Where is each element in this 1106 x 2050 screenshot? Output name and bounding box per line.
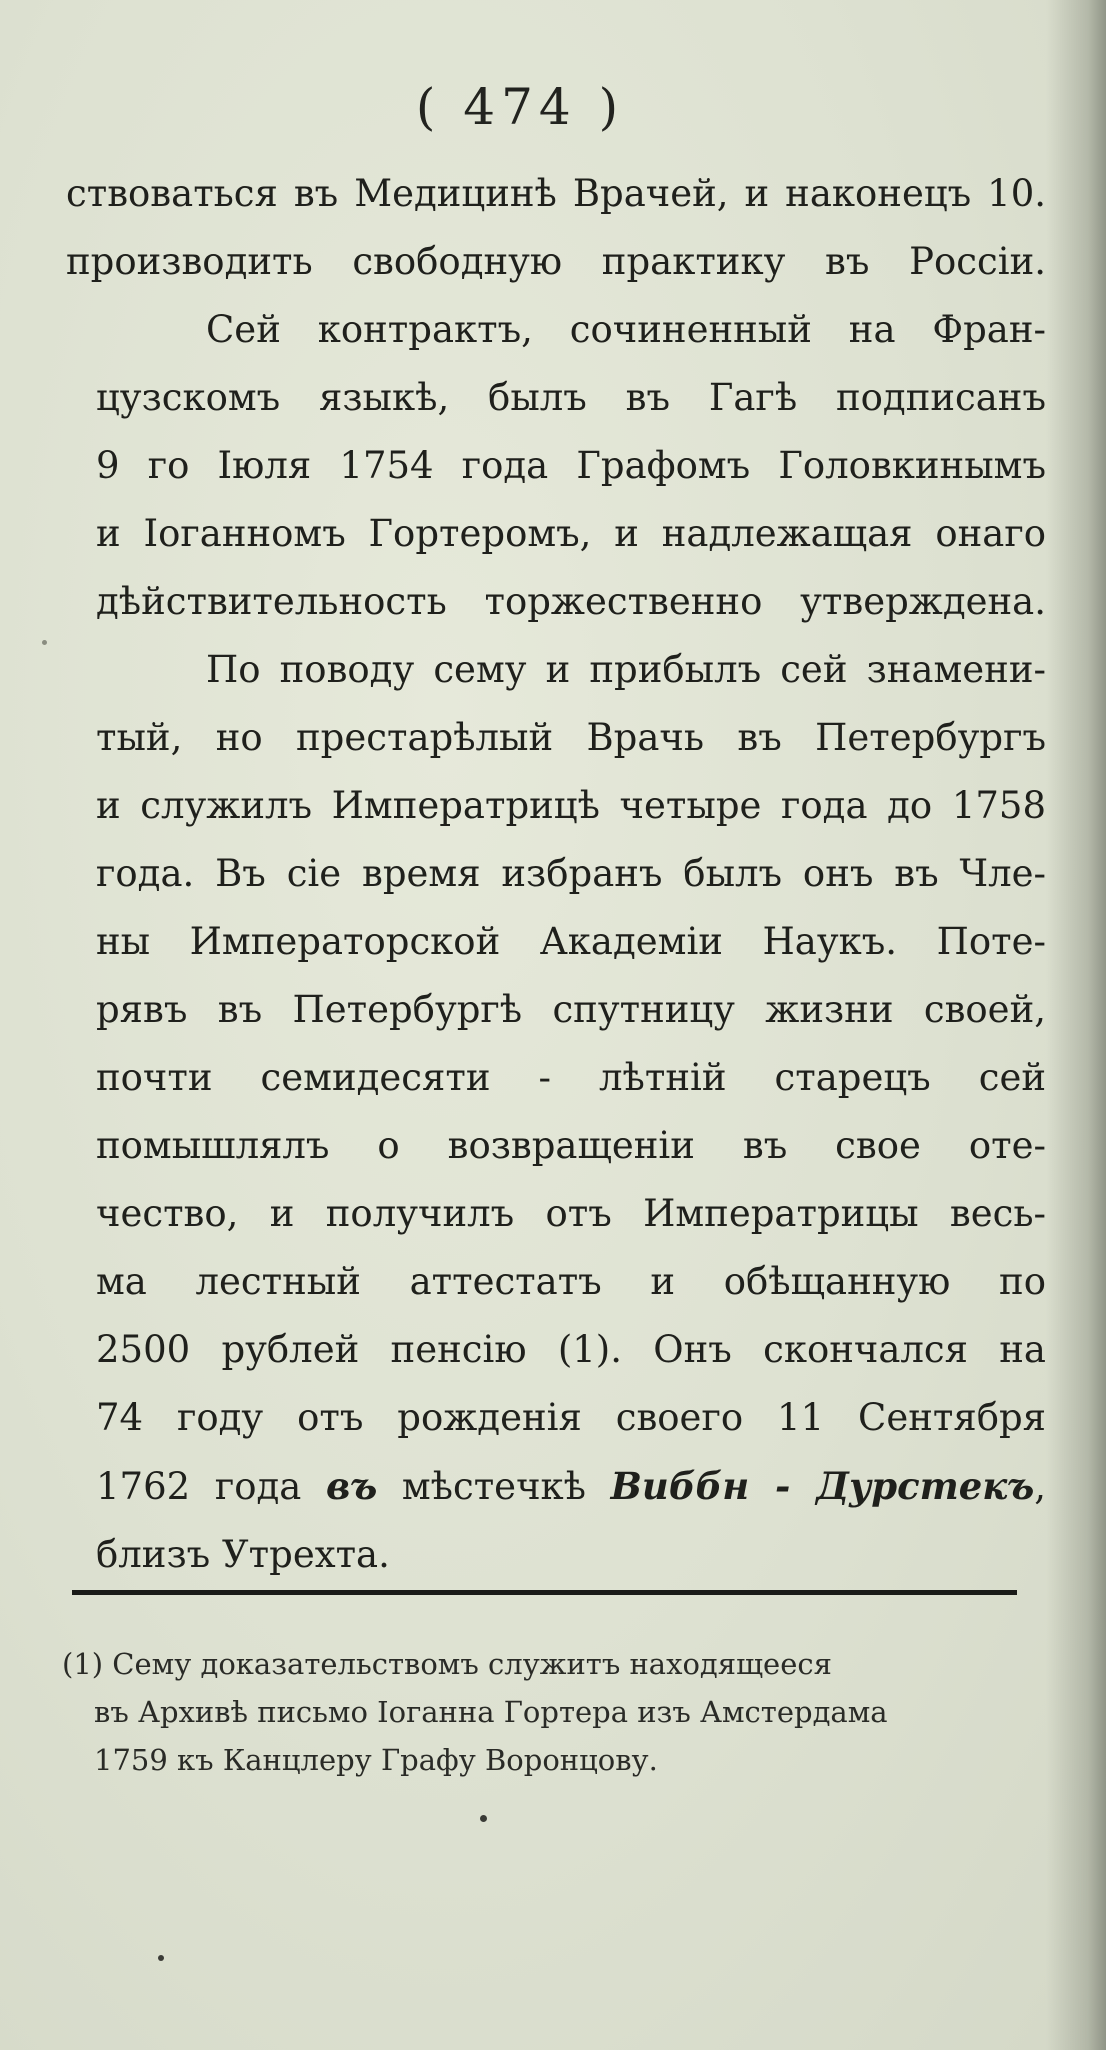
- text-line: и Іоганномъ Гортеромъ, и надлежащая онаго: [96, 512, 1046, 555]
- italic-place-name: Виббн - Дурстекъ: [610, 1464, 1035, 1508]
- text-line-last: близъ Утрехта.: [96, 1533, 390, 1576]
- text-line-1762: [96, 1452, 1046, 1521]
- text-line: помышлялъ о возвращеніи въ свое оте-: [96, 1124, 1046, 1167]
- text-line: рявъ въ Петербургѣ спутницу жизни своей,: [96, 988, 1046, 1031]
- print-speck: [480, 1815, 487, 1822]
- text-line: года. Въ сіе время избранъ былъ онъ въ Чле-: [96, 852, 1046, 895]
- footnote-line: въ Архивѣ письмо Іоганна Гортера изъ Амстердама: [94, 1695, 888, 1729]
- text-line: 9 го Іюля 1754 года Графомъ Головкинымъ: [96, 444, 1046, 487]
- body-text: [66, 160, 1046, 1589]
- text-line: 2500 рублей пенсію (1). Онъ скончался на: [96, 1328, 1046, 1371]
- footnote-line: 1759 къ Канцлеру Графу Воронцову.: [94, 1743, 658, 1777]
- text-line: ствоваться въ Медицинѣ Врачей, и наконецъ 10.: [66, 172, 1046, 215]
- text-line: Сей контрактъ, сочиненный на Фран-: [206, 308, 1046, 351]
- footnote-divider: [72, 1590, 1017, 1595]
- footnote-line: (1) Сему доказательствомъ служитъ находящееся: [62, 1647, 832, 1681]
- page-number: ( 474 ): [415, 78, 625, 136]
- text-fragment: мѣстечкѣ: [401, 1465, 586, 1508]
- text-line: чество, и получилъ отъ Императрицы весь-: [96, 1192, 1046, 1235]
- text-fragment: 1762 года: [96, 1465, 302, 1508]
- text-line: производить свободную практику въ Россіи.: [66, 240, 1046, 283]
- text-line: дѣйствительность торжественно утверждена.: [96, 580, 1046, 623]
- print-speck: [158, 1955, 164, 1961]
- italic-fragment: въ: [326, 1464, 378, 1508]
- text-line: тый, но престарѣлый Врачь въ Петербургъ: [96, 716, 1046, 759]
- text-line: и служилъ Императрицѣ четыре года до 1758: [96, 784, 1046, 827]
- text-line: ма лестный аттестатъ и обѣщанную по: [96, 1260, 1046, 1303]
- page-edge-shadow: [1046, 0, 1106, 2050]
- footnote: [62, 1640, 1022, 1784]
- text-line: ны Императорской Академіи Наукъ. Поте-: [96, 920, 1046, 963]
- text-line: По поводу сему и прибылъ сей знамени-: [206, 648, 1046, 691]
- print-speck: [42, 640, 47, 645]
- text-line: почти семидесяти - лѣтній старецъ сей: [96, 1056, 1046, 1099]
- text-fragment: ,: [1034, 1465, 1046, 1508]
- text-line: цузскомъ языкѣ, былъ въ Гагѣ подписанъ: [96, 376, 1046, 419]
- text-line: 74 году отъ рожденія своего 11 Сентября: [96, 1396, 1046, 1439]
